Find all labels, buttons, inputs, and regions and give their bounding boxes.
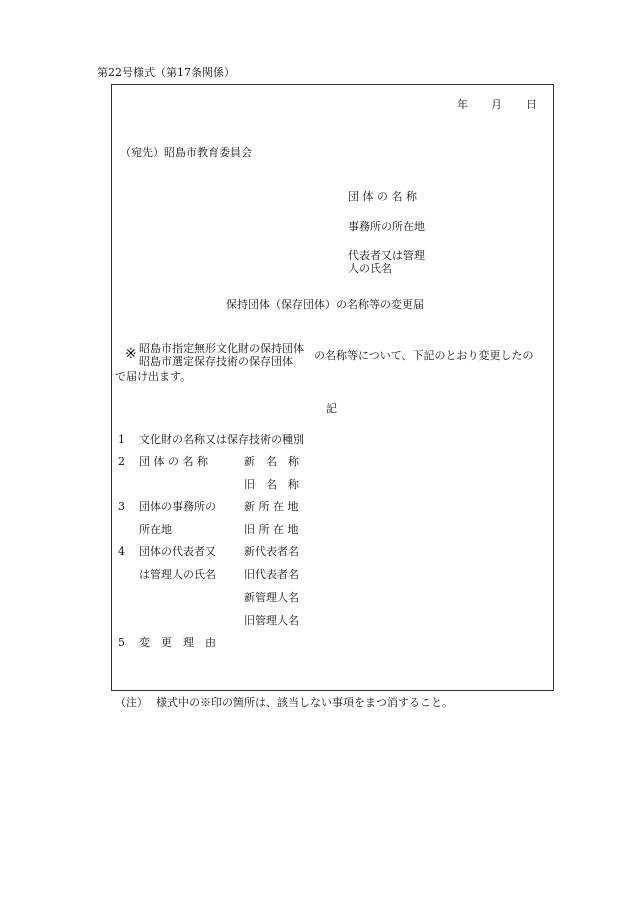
item-3-number: 3 [118, 500, 125, 513]
representative-label-line2: 人の氏名 [348, 262, 392, 275]
item-4-label-line2: は管理人の氏名 [139, 568, 216, 581]
item-5-number: 5 [118, 636, 125, 649]
body-line1-rest: の名称等について、下記のとおり変更したの [314, 349, 534, 362]
addressee: （宛先）昭島市教育委員会 [120, 146, 252, 159]
option-intangible-cultural-property: 昭島市指定無形文化財の保持団体 [139, 342, 304, 355]
form-number: 第22号様式（第17条関係） [97, 66, 235, 79]
office-address-label: 事務所の所在地 [348, 220, 425, 233]
item-2-new-name: 新 名 称 [244, 455, 299, 468]
item-4-old-manager: 旧管理人名 [244, 614, 299, 627]
strike-mark: ※ [125, 346, 137, 362]
item-2-label: 団 体 の 名 称 [139, 455, 208, 468]
org-name-label: 団 体 の 名 称 [348, 190, 417, 203]
representative-label [348, 249, 425, 275]
item-4-new-representative: 新代表者名 [244, 545, 299, 558]
form-frame [111, 84, 554, 691]
date-month-label: 月 [491, 98, 502, 111]
item-2-number: 2 [118, 455, 125, 468]
item-4-label-line1: 団体の代表者又 [139, 545, 216, 558]
item-3-label-line1: 団体の事務所の [139, 500, 216, 513]
note-prefix: （注） [115, 696, 148, 709]
option-choice [139, 342, 304, 368]
item-1-label: 文化財の名称又は保存技術の種別 [139, 433, 304, 446]
item-4-new-manager: 新管理人名 [244, 591, 299, 604]
document-title: 保持団体（保存団体）の名称等の変更届 [226, 298, 424, 311]
item-1-number: 1 [118, 433, 125, 446]
item-3-new-address: 新 所 在 地 [244, 500, 299, 513]
item-4-number: 4 [118, 545, 125, 558]
date-day-label: 日 [526, 98, 537, 111]
representative-label-line1: 代表者又は管理 [348, 249, 425, 262]
item-3-label-line2: 所在地 [139, 523, 172, 536]
body-line2: で届け出ます。 [115, 370, 192, 383]
item-5-label: 変 更 理 由 [139, 636, 216, 649]
note-text: 様式中の※印の箇所は、該当しない事項をまつ消すること。 [156, 696, 453, 709]
item-4-old-representative: 旧代表者名 [244, 568, 299, 581]
ki-heading: 記 [326, 402, 337, 415]
item-2-old-name: 旧 名 称 [244, 478, 299, 491]
item-3-old-address: 旧 所 在 地 [244, 523, 299, 536]
date-year-label: 年 [457, 98, 468, 111]
option-preservation-technique: 昭島市選定保存技術の保存団体 [139, 355, 293, 368]
